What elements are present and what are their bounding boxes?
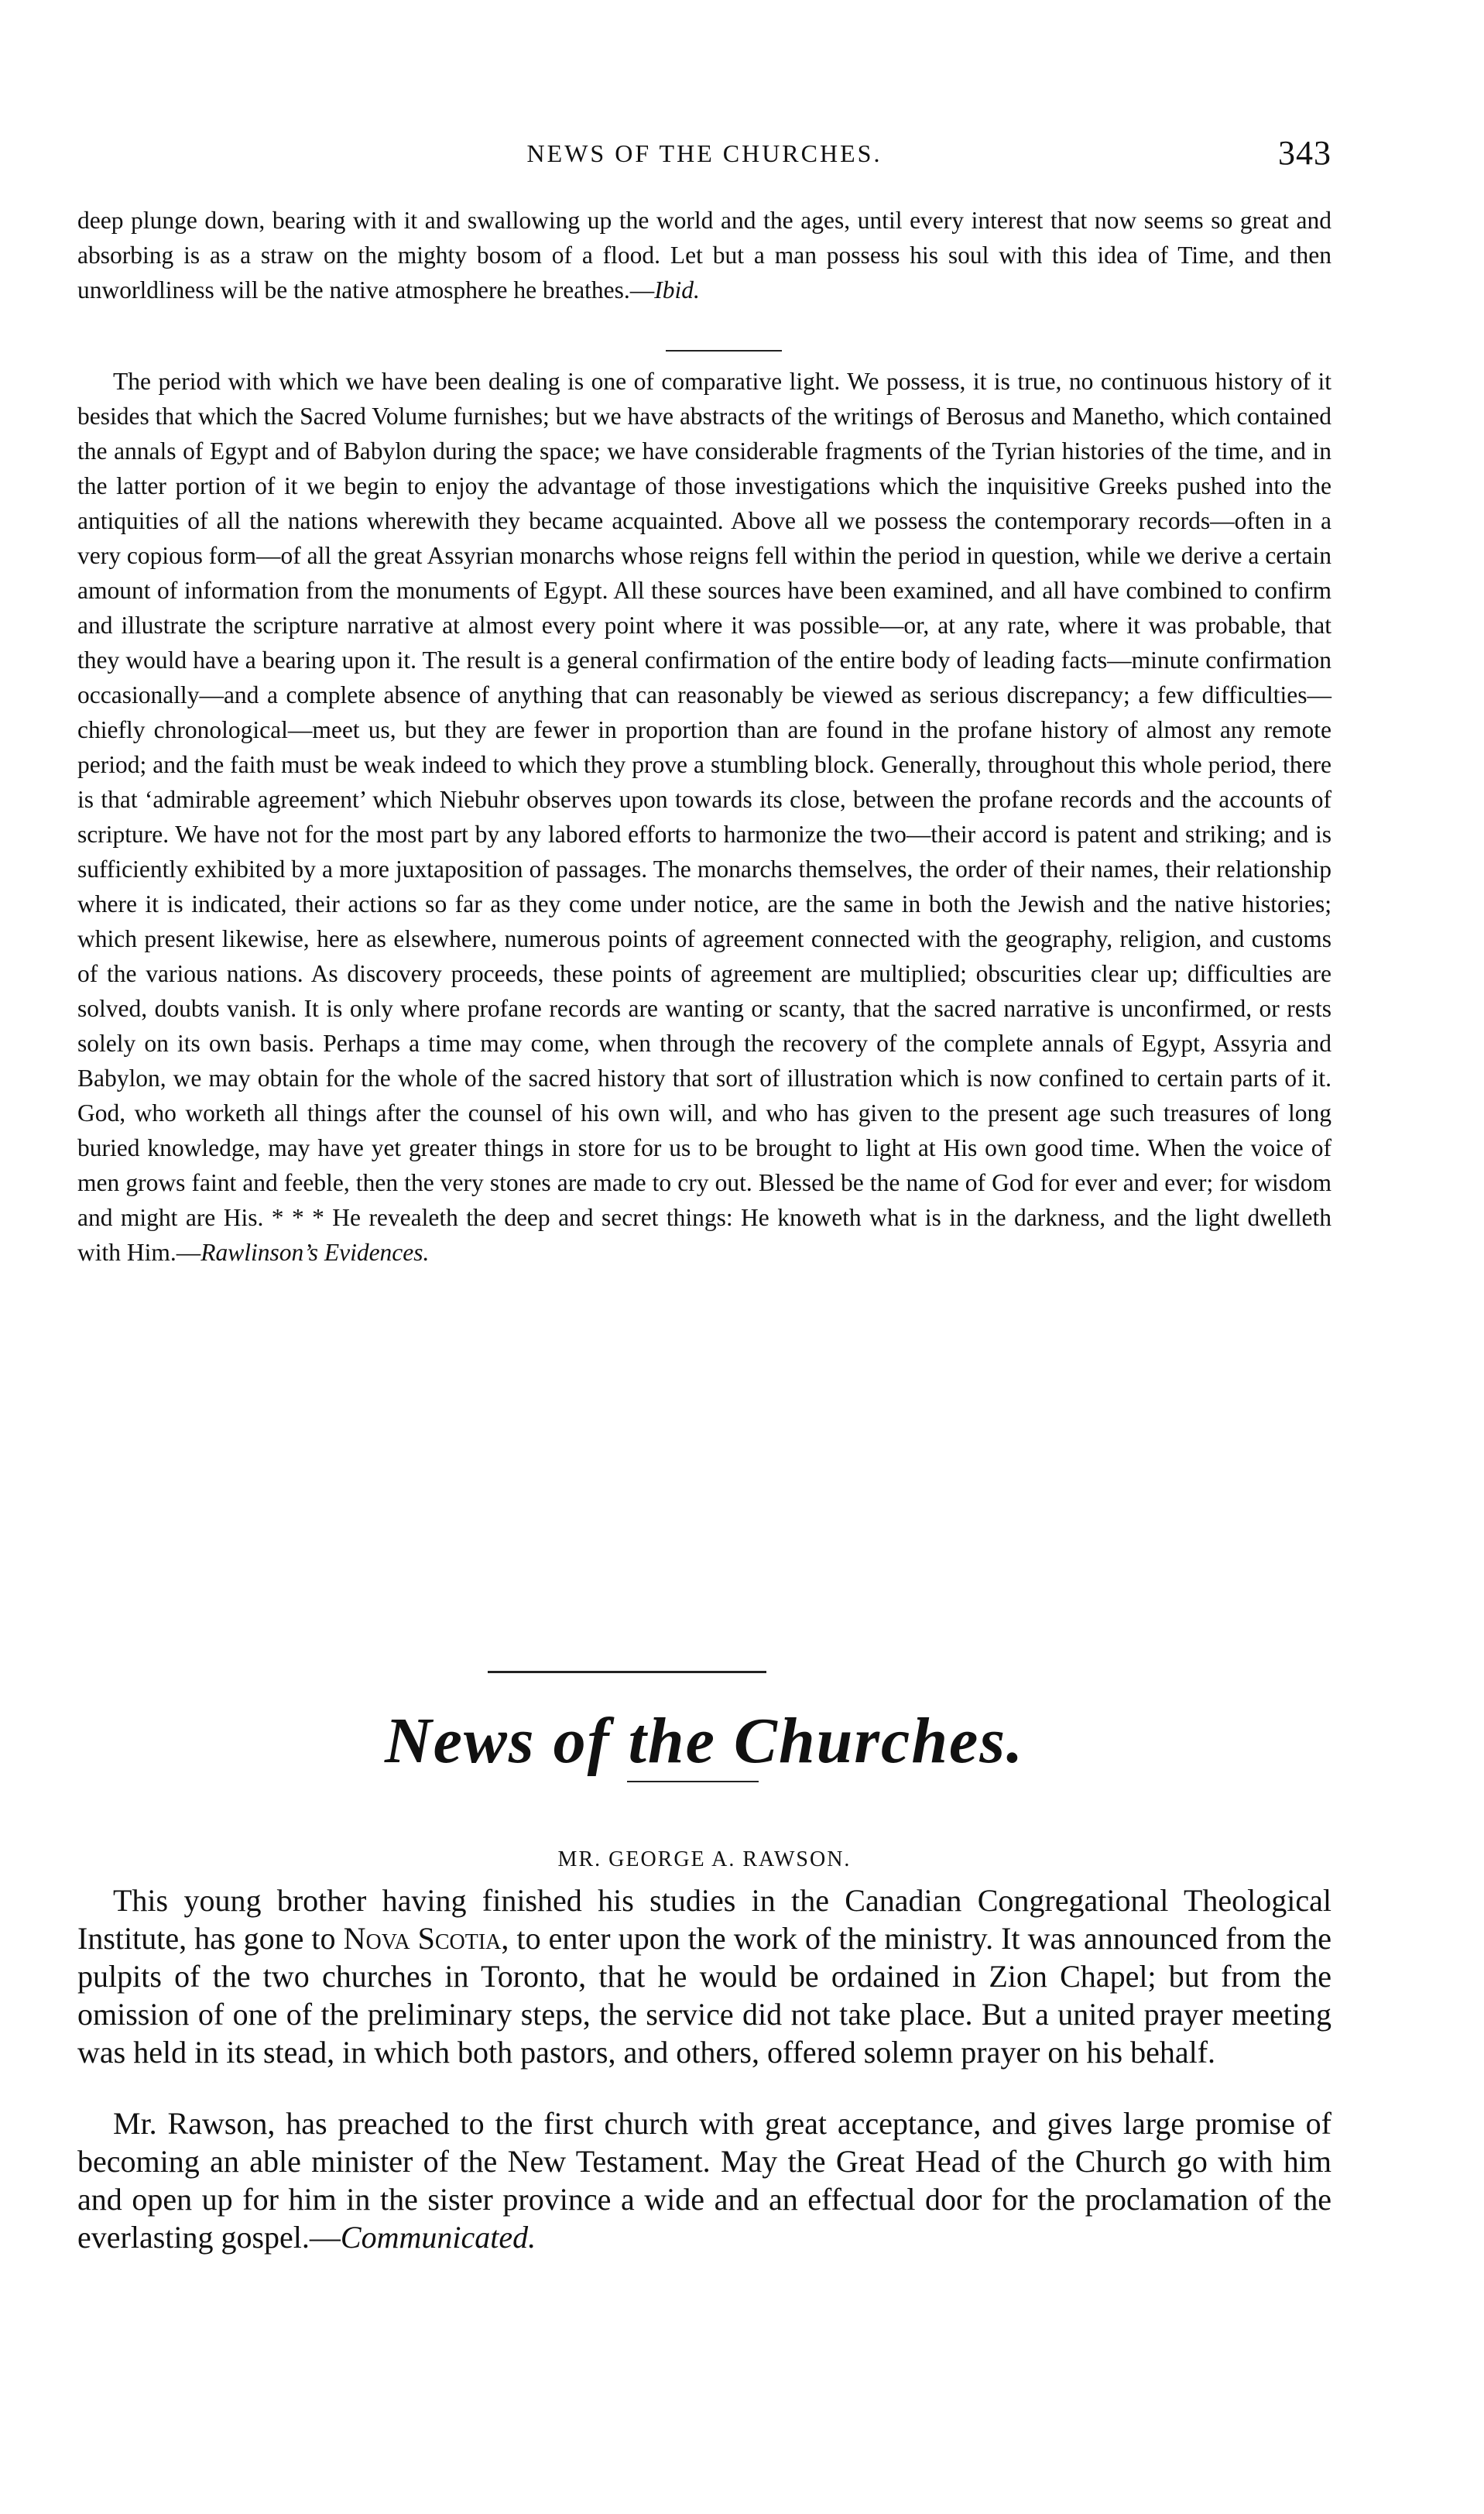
paragraph-main: [77, 364, 1331, 1270]
paragraph-continued: [77, 203, 1331, 307]
source-citation: Communicated.: [340, 2220, 536, 2255]
paragraph-text-continued: , to enter upon the work of the ministry. It was announced from the pulpits of the two churches in Toronto, that he would be ordained in Zion Chapel; but from the omission of one of the preliminary steps, the service did not take place. But a united prayer meeting was held in its stead, in which both pastors, and others, offered solemn prayer on his behalf.: [77, 1921, 1331, 2070]
article-paragraph-1: [77, 1881, 1331, 2071]
running-head: NEWS OF THE CHURCHES.: [526, 139, 883, 167]
place-name: Nova Scotia: [343, 1921, 502, 1956]
heading-divider: [627, 1781, 759, 1782]
article-paragraph-2: [77, 2104, 1331, 2256]
section-divider: [488, 1671, 766, 1673]
page-header: [77, 133, 1331, 180]
paragraph-text: deep plunge down, bearing with it and swallowing up the world and the ages, until every interest that now seems so great and absorbing is as a straw on the mighty bosom of a flood. Let but a man possess his soul with this idea of Time, and then unworldliness will be the native atmosphere he breathes.—: [77, 207, 1331, 304]
source-citation: Rawlinson’s Evidences.: [200, 1239, 430, 1266]
section-heading: News of the Churches.: [384, 1705, 1025, 1777]
paragraph-text: The period with which we have been dealing is one of comparative light. We possess, it is true, no continuous history of it besides that which the Sacred Volume furnishes; but we have abstracts of the writings of Berosus and Manetho, which contained the annals of Egypt and of Babylon during the space; we have considerable fragments of the Tyrian histories of the time, and in the latter portion of it we begin to enjoy the advantage of those investigations which the inquisitive Greeks pushed into the antiquities of all the nations wherewith they became acquainted. Above all we possess the contemporary records—often in a very copious form—of all the great Assyrian monarchs whose reigns fell within the period in question, while we derive a certain amount of information from the monuments of Egypt. All these sources have been examined, and all have combined to confirm and illustrate the scripture narrative at almost every point where it was possible—or, at any rate, where it was probable, that they would have a bearing upon it. The result is a general confirmation of the entire body of leading facts—minute confirmation occasionally—and a complete absence of anything that can reasonably be viewed as serious discrepancy; a few difficulties—chiefly chronological—meet us, but they are fewer in proportion than are found in the profane history of almost any remote period; and the faith must be weak indeed to which they prove a stumbling block. Generally, throughout this whole period, there is that ‘admirable agreement’ which Niebuhr observes upon towards its close, between the profane records and the accounts of scripture. We have not for the most part by any labored efforts to harmonize the two—their accord is patent and striking; and is sufficiently exhibited by a more juxtaposition of passages. The monarchs themselves, the order of their names, their relationship where it is indicated, their actions so far as they come under notice, are the same in both the Jewish and the native histories; which present likewise, here as elsewhere, numerous points of agreement connected with the geography, religion, and customs of the various nations. As discovery proceeds, these points of agreement are multiplied; obscurities clear up; difficulties are solved, doubts vanish. It is only where profane records are wanting or scanty, that the sacred narrative is unconfirmed, or rests solely on its own basis. Perhaps a time may come, when through the recovery of the complete annals of Egypt, Assyria and Babylon, we may obtain for the whole of the sacred history that sort of illustration which is now confined to certain parts of it. God, who worketh all things after the counsel of his own will, and who has given to the present age such treasures of long buried knowledge, may have yet greater things in store for us to be brought to light at His own good time. When the voice of men grows faint and feeble, then the very stones are made to cry out. Blessed be the name of God for ever and ever; for wisdom and might are His. * * * He revealeth the deep and secret things: He knoweth what is in the darkness, and the light dwelleth with Him.—: [77, 368, 1331, 1266]
article-title: MR. GEORGE A. RAWSON.: [557, 1847, 852, 1871]
paragraph-text: Mr. Rawson, has preached to the first church with great acceptance, and gives large promise of becoming an able minister of the New Testament. May the Great Head of the Church go with him and open up for him in the sister province a wide and an effectual door for the proclamation of the everlasting gospel.—: [77, 2106, 1331, 2255]
short-divider: [666, 350, 782, 352]
source-citation: Ibid.: [654, 276, 700, 304]
paragraph-text: This young brother having finished his studies in the Canadian Congregational Theological Institute, has gone to: [77, 1883, 1331, 1956]
page-number: 343: [1278, 134, 1331, 172]
